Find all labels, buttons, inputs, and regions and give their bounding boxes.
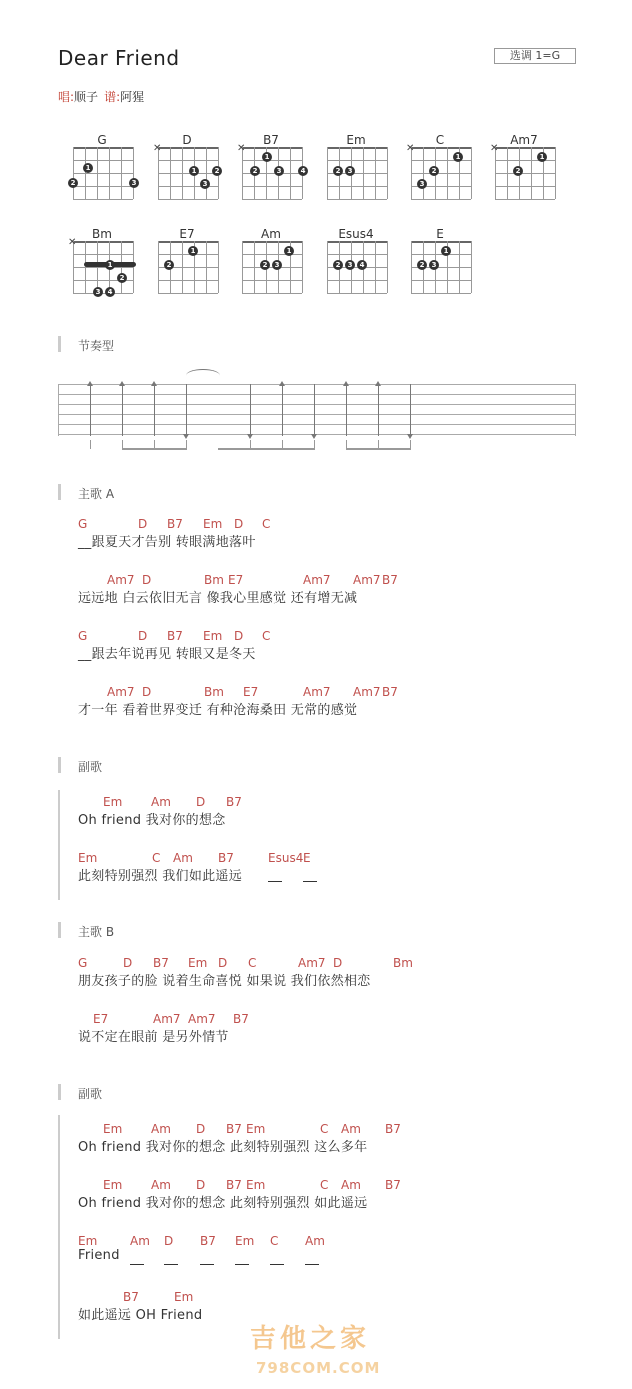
- hold-underline: [164, 1264, 178, 1265]
- fret-line: [327, 199, 387, 200]
- fret-line: [242, 160, 302, 161]
- verse-b-title: 主歌 B: [78, 925, 115, 939]
- chord-label[interactable]: D: [196, 1178, 206, 1192]
- finger-dot: 4: [298, 166, 308, 176]
- strum-down-icon: [314, 384, 315, 436]
- finger-dot: 2: [250, 166, 260, 176]
- muted-string-icon: ✕: [153, 143, 162, 154]
- chord-label[interactable]: Am: [151, 795, 171, 809]
- chord-label[interactable]: E7: [93, 1012, 109, 1026]
- muted-string-icon: ✕: [490, 143, 499, 154]
- fret-line: [73, 173, 133, 174]
- staff-line: [58, 434, 576, 435]
- chord-label[interactable]: Em: [78, 851, 98, 865]
- staff-edge: [575, 384, 576, 436]
- note-beam: [218, 448, 251, 450]
- strum-down-icon: [186, 384, 187, 436]
- fret-line: [73, 267, 133, 268]
- chord-label[interactable]: D: [138, 629, 148, 643]
- chord-label[interactable]: Em: [203, 629, 223, 643]
- lyric-text: Friend: [78, 1248, 120, 1263]
- fret-line: [242, 293, 302, 294]
- lyric-text: 如此遥远 OH Friend: [78, 1308, 203, 1323]
- finger-dot: 4: [357, 260, 367, 270]
- nut-line: [242, 241, 302, 243]
- finger-dot: 3: [417, 179, 427, 189]
- lyric-text: 远远地 白云依旧无言 像我心里感觉 还有增无减: [78, 591, 358, 606]
- chord-name: C: [435, 133, 445, 147]
- chord-label[interactable]: B7: [123, 1290, 139, 1304]
- verse-a-title: 主歌 A: [78, 487, 115, 501]
- chord-label[interactable]: D: [164, 1234, 174, 1248]
- chord-label[interactable]: B7: [385, 1122, 401, 1136]
- chord-label[interactable]: Am7: [188, 1012, 216, 1026]
- note-beam: [154, 448, 187, 450]
- strum-up-icon: [282, 384, 283, 436]
- fretboard-grid: [158, 147, 218, 199]
- singer-label: 唱:: [58, 90, 75, 104]
- chord-label[interactable]: D: [333, 956, 343, 970]
- arrow-up-icon: [343, 381, 349, 386]
- lyric-text: Oh friend 我对你的想念: [78, 813, 226, 828]
- hold-underline: [130, 1264, 144, 1265]
- chord-diagram-bm[interactable]: [70, 227, 134, 297]
- tab-author-name[interactable]: 阿猩: [120, 90, 145, 104]
- chord-label[interactable]: Am7: [353, 573, 381, 587]
- chord-label[interactable]: B7: [153, 956, 169, 970]
- fret-line: [327, 293, 387, 294]
- finger-dot: 2: [212, 166, 222, 176]
- fret-line: [411, 293, 471, 294]
- finger-dot: 2: [417, 260, 427, 270]
- finger-dot: 3: [345, 260, 355, 270]
- nut-line: [411, 147, 471, 149]
- singer-name[interactable]: 顺子: [74, 90, 99, 104]
- string-line: [387, 241, 388, 293]
- staff-line: [58, 414, 576, 415]
- string-line: [133, 147, 134, 199]
- chord-label[interactable]: D: [196, 1122, 206, 1136]
- note-beam: [282, 448, 315, 450]
- finger-dot: 2: [164, 260, 174, 270]
- finger-dot: 2: [333, 260, 343, 270]
- lyric-text: 此刻特别强烈 我们如此遥远: [78, 869, 243, 884]
- fret-line: [158, 173, 218, 174]
- chord-label[interactable]: Em: [78, 1234, 98, 1248]
- string-line: [133, 241, 134, 293]
- finger-dot: 3: [274, 166, 284, 176]
- hold-underline: [303, 881, 317, 882]
- chord-label[interactable]: Am: [130, 1234, 150, 1248]
- finger-dot: 1: [83, 163, 93, 173]
- hold-underline: [305, 1264, 319, 1265]
- fret-line: [73, 160, 133, 161]
- chord-diagram-am[interactable]: [239, 227, 303, 297]
- finger-dot: 2: [333, 166, 343, 176]
- staff-line: [58, 384, 576, 385]
- chord-label[interactable]: D: [138, 517, 148, 531]
- strum-up-icon: [154, 384, 155, 436]
- note-beam: [122, 448, 155, 450]
- chord-diagram-esus4[interactable]: [324, 227, 388, 297]
- chord-label[interactable]: Am7: [298, 956, 326, 970]
- nut-line: [158, 241, 218, 243]
- section-marker: [58, 484, 61, 500]
- section-marker: [58, 336, 61, 352]
- fret-line: [158, 280, 218, 281]
- chord-label[interactable]: Bm: [204, 573, 224, 587]
- chord-label[interactable]: G: [78, 629, 88, 643]
- finger-dot: 1: [284, 246, 294, 256]
- fret-line: [411, 280, 471, 281]
- lyric-text: 说不定在眼前 是另外情节: [78, 1030, 229, 1045]
- arrow-down-icon: [247, 434, 253, 439]
- chord-name: E7: [179, 227, 195, 241]
- chord-label[interactable]: Am7: [153, 1012, 181, 1026]
- chord-label[interactable]: B7: [233, 1012, 249, 1026]
- string-line: [471, 147, 472, 199]
- fret-line: [411, 173, 471, 174]
- chord-label[interactable]: B7: [167, 517, 183, 531]
- finger-dot: 3: [429, 260, 439, 270]
- song-title: Dear Friend: [58, 46, 180, 70]
- chord-label[interactable]: Am7: [353, 685, 381, 699]
- finger-dot: 1: [537, 152, 547, 162]
- staff-line: [58, 424, 576, 425]
- chord-label[interactable]: Am7: [303, 685, 331, 699]
- fret-line: [158, 293, 218, 294]
- chord-label[interactable]: C: [320, 1178, 329, 1192]
- chord-diagram-b7[interactable]: [237, 133, 306, 203]
- lyric-text: __跟夏天才告别 转眼满地落叶: [78, 535, 256, 550]
- string-line: [387, 147, 388, 199]
- arrow-up-icon: [87, 381, 93, 386]
- note-stem: [90, 440, 91, 449]
- chord-label[interactable]: B7: [218, 851, 234, 865]
- chorus-side-bar: [58, 790, 60, 900]
- chord-label[interactable]: E7: [228, 573, 244, 587]
- chord-label[interactable]: Em: [235, 1234, 255, 1248]
- chord-label[interactable]: Em: [246, 1178, 266, 1192]
- finger-dot: 4: [105, 287, 115, 297]
- hold-underline: [270, 1264, 284, 1265]
- chord-label[interactable]: C: [262, 629, 271, 643]
- chord-label[interactable]: D: [196, 795, 206, 809]
- strum-down-icon: [250, 384, 251, 436]
- note-beam: [250, 448, 283, 450]
- chord-label[interactable]: D: [142, 573, 152, 587]
- staff-line: [58, 394, 576, 395]
- fret-line: [411, 254, 471, 255]
- chorus2-title: 副歌: [78, 1087, 103, 1101]
- section-marker: [58, 757, 61, 773]
- chord-name: Am7: [510, 133, 538, 147]
- nut-line: [327, 241, 387, 243]
- chord-label[interactable]: C: [262, 517, 271, 531]
- chord-label[interactable]: E: [303, 851, 311, 865]
- fret-line: [73, 293, 133, 294]
- chord-label[interactable]: Em: [103, 1122, 123, 1136]
- chord-name: Esus4: [338, 227, 374, 241]
- finger-dot: 1: [262, 152, 272, 162]
- strum-down-icon: [410, 384, 411, 436]
- chord-diagram-am7[interactable]: [492, 133, 556, 203]
- chord-label[interactable]: E7: [243, 685, 259, 699]
- chord-diagram-d[interactable]: [155, 133, 219, 203]
- strum-up-icon: [378, 384, 379, 436]
- chord-label[interactable]: Am: [151, 1178, 171, 1192]
- finger-dot: 2: [513, 166, 523, 176]
- string-line: [302, 241, 303, 293]
- chord-name: Em: [346, 133, 366, 147]
- chord-label[interactable]: Am7: [107, 573, 135, 587]
- fret-line: [242, 280, 302, 281]
- chord-label[interactable]: Bm: [204, 685, 224, 699]
- tab-author-label: 谱:: [104, 90, 121, 104]
- fret-line: [242, 254, 302, 255]
- chord-label[interactable]: G: [78, 517, 88, 531]
- finger-dot: 1: [441, 246, 451, 256]
- chord-name: Bm: [92, 227, 112, 241]
- strum-up-icon: [90, 384, 91, 436]
- fret-line: [242, 186, 302, 187]
- fret-line: [411, 160, 471, 161]
- chord-label[interactable]: B7: [167, 629, 183, 643]
- arrow-down-icon: [407, 434, 413, 439]
- chord-name: B7: [263, 133, 279, 147]
- fret-line: [495, 160, 555, 161]
- chord-label[interactable]: D: [123, 956, 133, 970]
- chorus-title: 副歌: [78, 760, 103, 774]
- note-beam: [346, 448, 379, 450]
- chord-diagram-e7[interactable]: [155, 227, 219, 297]
- string-line: [218, 241, 219, 293]
- note-beam: [378, 448, 411, 450]
- fret-line: [495, 199, 555, 200]
- chord-diagram-c[interactable]: [408, 133, 472, 203]
- arrow-up-icon: [119, 381, 125, 386]
- chord-label[interactable]: B7: [226, 1178, 242, 1192]
- fret-line: [158, 254, 218, 255]
- chord-label[interactable]: B7: [385, 1178, 401, 1192]
- fret-line: [327, 280, 387, 281]
- fret-line: [327, 254, 387, 255]
- fret-line: [242, 199, 302, 200]
- arrow-up-icon: [151, 381, 157, 386]
- chord-label[interactable]: Em: [174, 1290, 194, 1304]
- lyric-text: __跟去年说再见 转眼又是冬天: [78, 647, 256, 662]
- chord-label[interactable]: Em: [103, 1178, 123, 1192]
- chord-label[interactable]: C: [248, 956, 257, 970]
- finger-dot: 2: [68, 178, 78, 188]
- arrow-down-icon: [183, 434, 189, 439]
- fret-line: [495, 186, 555, 187]
- hold-underline: [235, 1264, 249, 1265]
- chord-name: Am: [261, 227, 281, 241]
- chord-diagram-e[interactable]: [408, 227, 472, 297]
- nut-line: [73, 241, 133, 243]
- muted-string-icon: ✕: [237, 143, 246, 154]
- chord-label[interactable]: Am7: [107, 685, 135, 699]
- lyric-text: Oh friend 我对你的想念 此刻特别强烈 如此遥远: [78, 1196, 368, 1211]
- fret-line: [73, 254, 133, 255]
- fretboard-grid: [73, 147, 133, 199]
- rhythm-section-title: 节奏型: [78, 339, 115, 353]
- tie-icon: [186, 369, 220, 382]
- staff-edge: [58, 384, 59, 436]
- chorus-side-bar: [58, 1115, 60, 1339]
- fret-line: [411, 199, 471, 200]
- chord-label[interactable]: D: [234, 517, 244, 531]
- strum-up-icon: [122, 384, 123, 436]
- key-select-button[interactable]: 选调 1=G: [494, 48, 576, 64]
- chord-label[interactable]: C: [270, 1234, 279, 1248]
- chord-label[interactable]: B7: [226, 1122, 242, 1136]
- chord-label[interactable]: B7: [226, 795, 242, 809]
- chord-label[interactable]: B7: [200, 1234, 216, 1248]
- chord-label[interactable]: Em: [103, 795, 123, 809]
- finger-dot: 3: [272, 260, 282, 270]
- arrow-up-icon: [375, 381, 381, 386]
- staff-line: [58, 404, 576, 405]
- chord-label[interactable]: Em: [203, 517, 223, 531]
- hold-underline: [268, 881, 282, 882]
- finger-dot: 2: [117, 273, 127, 283]
- fret-line: [495, 173, 555, 174]
- fret-line: [327, 160, 387, 161]
- chord-label[interactable]: Am: [151, 1122, 171, 1136]
- finger-dot: 3: [93, 287, 103, 297]
- nut-line: [242, 147, 302, 149]
- chord-label[interactable]: C: [152, 851, 161, 865]
- hold-underline: [200, 1264, 214, 1265]
- song-credits: [58, 88, 150, 105]
- fret-line: [73, 199, 133, 200]
- finger-dot: 1: [188, 246, 198, 256]
- arrow-down-icon: [311, 434, 317, 439]
- section-marker: [58, 922, 61, 938]
- finger-dot: 1: [189, 166, 199, 176]
- chord-label[interactable]: G: [78, 956, 88, 970]
- lyric-text: 才一年 看着世界变迁 有种沧海桑田 无常的感觉: [78, 703, 358, 718]
- watermark-logo: 吉他之家: [250, 1324, 371, 1354]
- chord-label[interactable]: B7: [382, 573, 398, 587]
- chord-name: G: [97, 133, 107, 147]
- nut-line: [411, 241, 471, 243]
- finger-dot: 2: [260, 260, 270, 270]
- chord-label[interactable]: C: [320, 1122, 329, 1136]
- fret-line: [327, 186, 387, 187]
- finger-dot: 2: [429, 166, 439, 176]
- nut-line: [495, 147, 555, 149]
- fret-line: [158, 160, 218, 161]
- arrow-up-icon: [279, 381, 285, 386]
- chord-label[interactable]: Am: [341, 1122, 361, 1136]
- lyric-text: 朋友孩子的脸 说着生命喜悦 如果说 我们依然相恋: [78, 974, 371, 989]
- chord-name: E: [436, 227, 444, 241]
- section-marker: [58, 1084, 61, 1100]
- chord-label[interactable]: Am: [341, 1178, 361, 1192]
- fret-line: [73, 186, 133, 187]
- muted-string-icon: ✕: [406, 143, 415, 154]
- chord-label[interactable]: Am7: [303, 573, 331, 587]
- string-line: [471, 241, 472, 293]
- chord-label[interactable]: Em: [246, 1122, 266, 1136]
- fretboard-grid: [73, 241, 133, 293]
- fret-line: [158, 199, 218, 200]
- chord-label[interactable]: B7: [382, 685, 398, 699]
- chord-label[interactable]: D: [142, 685, 152, 699]
- finger-dot: 1: [453, 152, 463, 162]
- chord-diagram-g[interactable]: [70, 133, 137, 203]
- watermark-url: 798COM.COM: [256, 1359, 381, 1377]
- finger-dot: 3: [200, 179, 210, 189]
- chord-name: D: [182, 133, 192, 147]
- finger-dot: 3: [345, 166, 355, 176]
- chord-label[interactable]: Am: [305, 1234, 325, 1248]
- nut-line: [73, 147, 133, 149]
- chord-label[interactable]: Esus4: [268, 851, 304, 865]
- chord-label[interactable]: D: [218, 956, 228, 970]
- finger-dot: 3: [129, 178, 139, 188]
- finger-dot: 1: [105, 260, 115, 270]
- strum-up-icon: [346, 384, 347, 436]
- nut-line: [158, 147, 218, 149]
- chord-label[interactable]: Am: [173, 851, 193, 865]
- rhythm-pattern: [58, 384, 576, 452]
- nut-line: [327, 147, 387, 149]
- chord-label[interactable]: Bm: [393, 956, 413, 970]
- chord-diagram-em[interactable]: [324, 133, 388, 203]
- lyric-text: Oh friend 我对你的想念 此刻特别强烈 这么多年: [78, 1140, 368, 1155]
- chord-label[interactable]: D: [234, 629, 244, 643]
- muted-string-icon: ✕: [68, 237, 77, 248]
- string-line: [555, 147, 556, 199]
- chord-label[interactable]: Em: [188, 956, 208, 970]
